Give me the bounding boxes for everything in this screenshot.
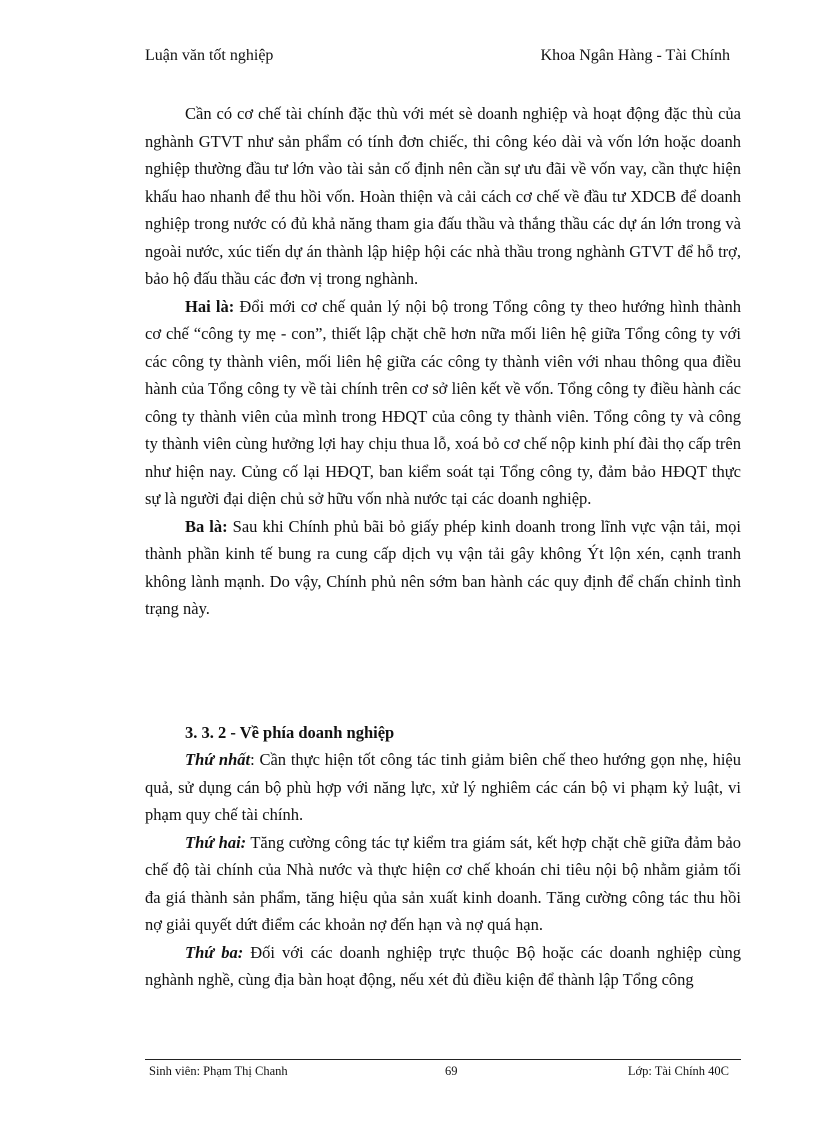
footer-page-number: 69 (445, 1064, 458, 1078)
header-thesis-label: Luận văn tốt nghiệp (145, 47, 274, 64)
paragraph-text: : Cần thực hiện tốt công tác tinh giảm biên chế theo hướng gọn nhẹ, hiệu quả, sử dụng cán bộ phù hợp với năng lực, xử lý nghiêm các cán bộ vi phạm kỷ luật, vi phạm quy chế tài chính. (145, 750, 742, 824)
paragraph-text: Cần có cơ chế tài chính đặc thù với mét sè doanh nghiệp và hoạt động đặc thù của nghành GTVT như sản phẩm có tính đơn chiếc, thi công kéo dài và vốn lớn hoặc doanh nghiệp thường đầu tư lớn vào tài sản cố định nên cần sự ưu đãi về vốn vay, cần thực hiện khấu hao nhanh để thu hồi vốn. Hoàn thiện và cải cách cơ chế về đầu tư XDCB để doanh nghiệp trong nước có đủ khả năng tham gia đấu thầu và thắng thầu các dự án lớn trong và ngoài nước, xúc tiến dự án thành lập hiệp hội các nhà thầu trong nghành GTVT để hỗ trợ, bảo hộ đấu thầu các đơn vị trong nghành. (145, 104, 741, 288)
paragraph-third-point (145, 513, 741, 623)
paragraph-financial-mechanism (145, 100, 741, 293)
paragraph-text: Sau khi Chính phủ bãi bỏ giấy phép kinh doanh trong lĩnh vực vận tải, mọi thành phần kinh tế bung ra cung cấp dịch vụ vận tải gây không Ýt lộn xén, cạnh tranh không lành mạnh. Do vậy, Chính phủ nên sớm ban hành các quy định để chấn chỉnh tình trạng này. (145, 516, 741, 618)
footer-divider (145, 1059, 741, 1060)
paragraph-third-action (145, 939, 741, 994)
paragraph-first-action (145, 746, 741, 829)
footer-class-label: Lớp: Tài Chính 40C (627, 1064, 729, 1078)
paragraph-second-point (145, 293, 741, 513)
paragraph-text: Đối với các doanh nghiệp trực thuộc Bộ hoặc các doanh nghiệp cùng nghành nghề, cùng địa bàn hoạt động, nếu xét đủ điều kiện để thành lập Tổng công (145, 942, 741, 989)
footer-student-name: Sinh viên: Phạm Thị Chanh (149, 1064, 288, 1078)
paragraph-text: Tăng cường công tác tự kiểm tra giám sát, kết hợp chặt chẽ giữa đảm bảo chế độ tài chính của Nhà nước và thực hiện cơ chế khoán chi tiêu nội bộ nhằm giảm tối đa giá thành sản phẩm, tăng hiệu qủa sản xuất kinh doanh. Tăng cường công tác thu hồi nợ giải quyết dứt điểm các khoản nợ đến hạn và nợ quá hạn. (145, 832, 741, 934)
paragraph-label-thu-nhat: Thứ nhất (185, 750, 251, 769)
page-header (145, 47, 730, 69)
paragraph-label-thu-hai: Thứ hai: (185, 832, 247, 852)
paragraph-label-thu-ba: Thứ ba: (185, 942, 244, 962)
header-faculty-label: Khoa Ngân Hàng - Tài Chính (540, 47, 730, 64)
page-footer (145, 1064, 741, 1084)
paragraph-label-hai-la: Hai là: (185, 296, 235, 316)
paragraph-text: Đổi mới cơ chế quản lý nội bộ trong Tổng công ty theo hướng hình thành cơ chế “công ty mẹ - con”, thiết lập chặt chẽ hơn nữa mối liên hệ giữa Tổng công ty với các công ty thành viên, mối liên hệ giữa các công ty thành viên với nhau thông qua điều hành của Tổng công ty về tài chính trên cơ sở liên kết về vốn. Tổng công ty điều hành các công ty thành viên của mình trong HĐQT của công ty thành viên. Tổng công ty và công ty thành viên cùng hưởng lợi hay chịu thua lỗ, xoá bỏ cơ chế nộp kinh phí đài thọ cấp trên như hiện nay. Củng cố lại HĐQT, ban kiểm soát tại Tổng công ty, đảm bảo HĐQT thực sự là người đại diện chủ sở hữu vốn nhà nước tại các doanh nghiệp. (145, 296, 742, 508)
document-body (145, 100, 741, 994)
paragraph-second-action (145, 829, 741, 939)
section-heading: 3. 3. 2 - Về phía doanh nghiệp (185, 722, 395, 742)
paragraph-label-ba-la: Ba là: (185, 516, 228, 536)
